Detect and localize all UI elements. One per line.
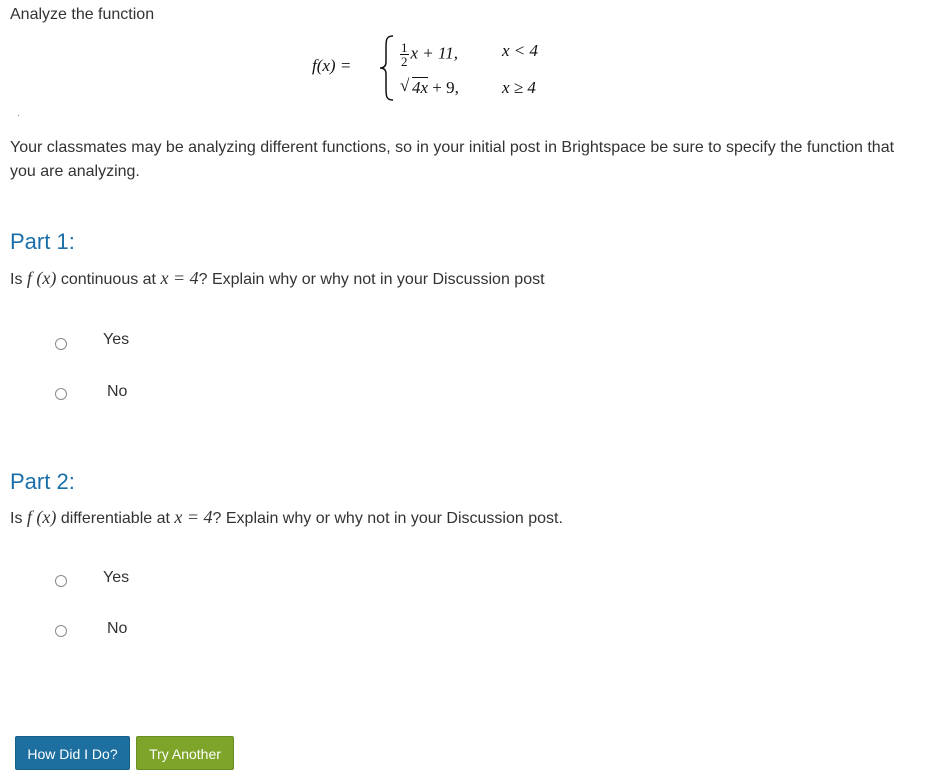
fraction-denominator: 2 (401, 54, 408, 69)
part2-yes-radio[interactable] (55, 575, 67, 587)
intro-text: Analyze the function (10, 6, 155, 23)
part1-yes-label[interactable]: Yes (103, 331, 130, 348)
question-prefix: Is (10, 271, 27, 288)
left-brace-icon (378, 34, 396, 102)
question-equation: x = 4 (160, 268, 199, 288)
question-mid: continuous at (56, 271, 161, 288)
question-function: f (x) (26, 507, 57, 527)
question-mid: differentiable at (56, 510, 175, 527)
fraction-numerator: 1 (401, 40, 408, 55)
part1-yes-radio[interactable] (55, 338, 67, 350)
part1-title: Part 1: (10, 229, 75, 254)
question-suffix: ? Explain why or why not in your Discussion post. (212, 510, 563, 527)
part1-no-radio[interactable] (55, 388, 67, 400)
part1-question (10, 266, 545, 292)
how-did-i-do-button[interactable]: How Did I Do? (15, 736, 130, 770)
row2-expression-rest: + 9, (428, 78, 459, 97)
part2-question (10, 505, 563, 531)
part2-no-radio[interactable] (55, 625, 67, 637)
question-suffix: ? Explain why or why not in your Discussion post (198, 271, 545, 288)
part2-no-label[interactable]: No (107, 620, 128, 637)
question-function: f (x) (26, 268, 57, 288)
part2-title: Part 2: (10, 469, 75, 494)
part2-yes-label[interactable]: Yes (103, 569, 130, 586)
stray-dot: . (17, 108, 20, 119)
formula-lhs: f(x) = (312, 56, 352, 75)
piecewise-formula (312, 32, 562, 104)
instructions-note: Your classmates may be analyzing different functions, so in your initial post in Brightspace be sure to specify the function that you are analyzing. (10, 139, 895, 180)
fraction (400, 41, 409, 68)
row2-condition: x ≥ 4 (502, 78, 536, 97)
row1-condition: x < 4 (502, 41, 539, 60)
try-another-button[interactable]: Try Another (136, 736, 234, 770)
row2-expression (400, 78, 459, 98)
question-equation: x = 4 (174, 507, 213, 527)
part1-no-label[interactable]: No (107, 383, 128, 400)
sqrt-argument: 4x (412, 78, 429, 97)
row1-expression-rest: x + 11, (410, 43, 459, 63)
sqrt (400, 78, 428, 98)
question-prefix: Is (10, 510, 27, 527)
row1-expression (400, 41, 458, 68)
sqrt-icon: √ (400, 76, 410, 95)
